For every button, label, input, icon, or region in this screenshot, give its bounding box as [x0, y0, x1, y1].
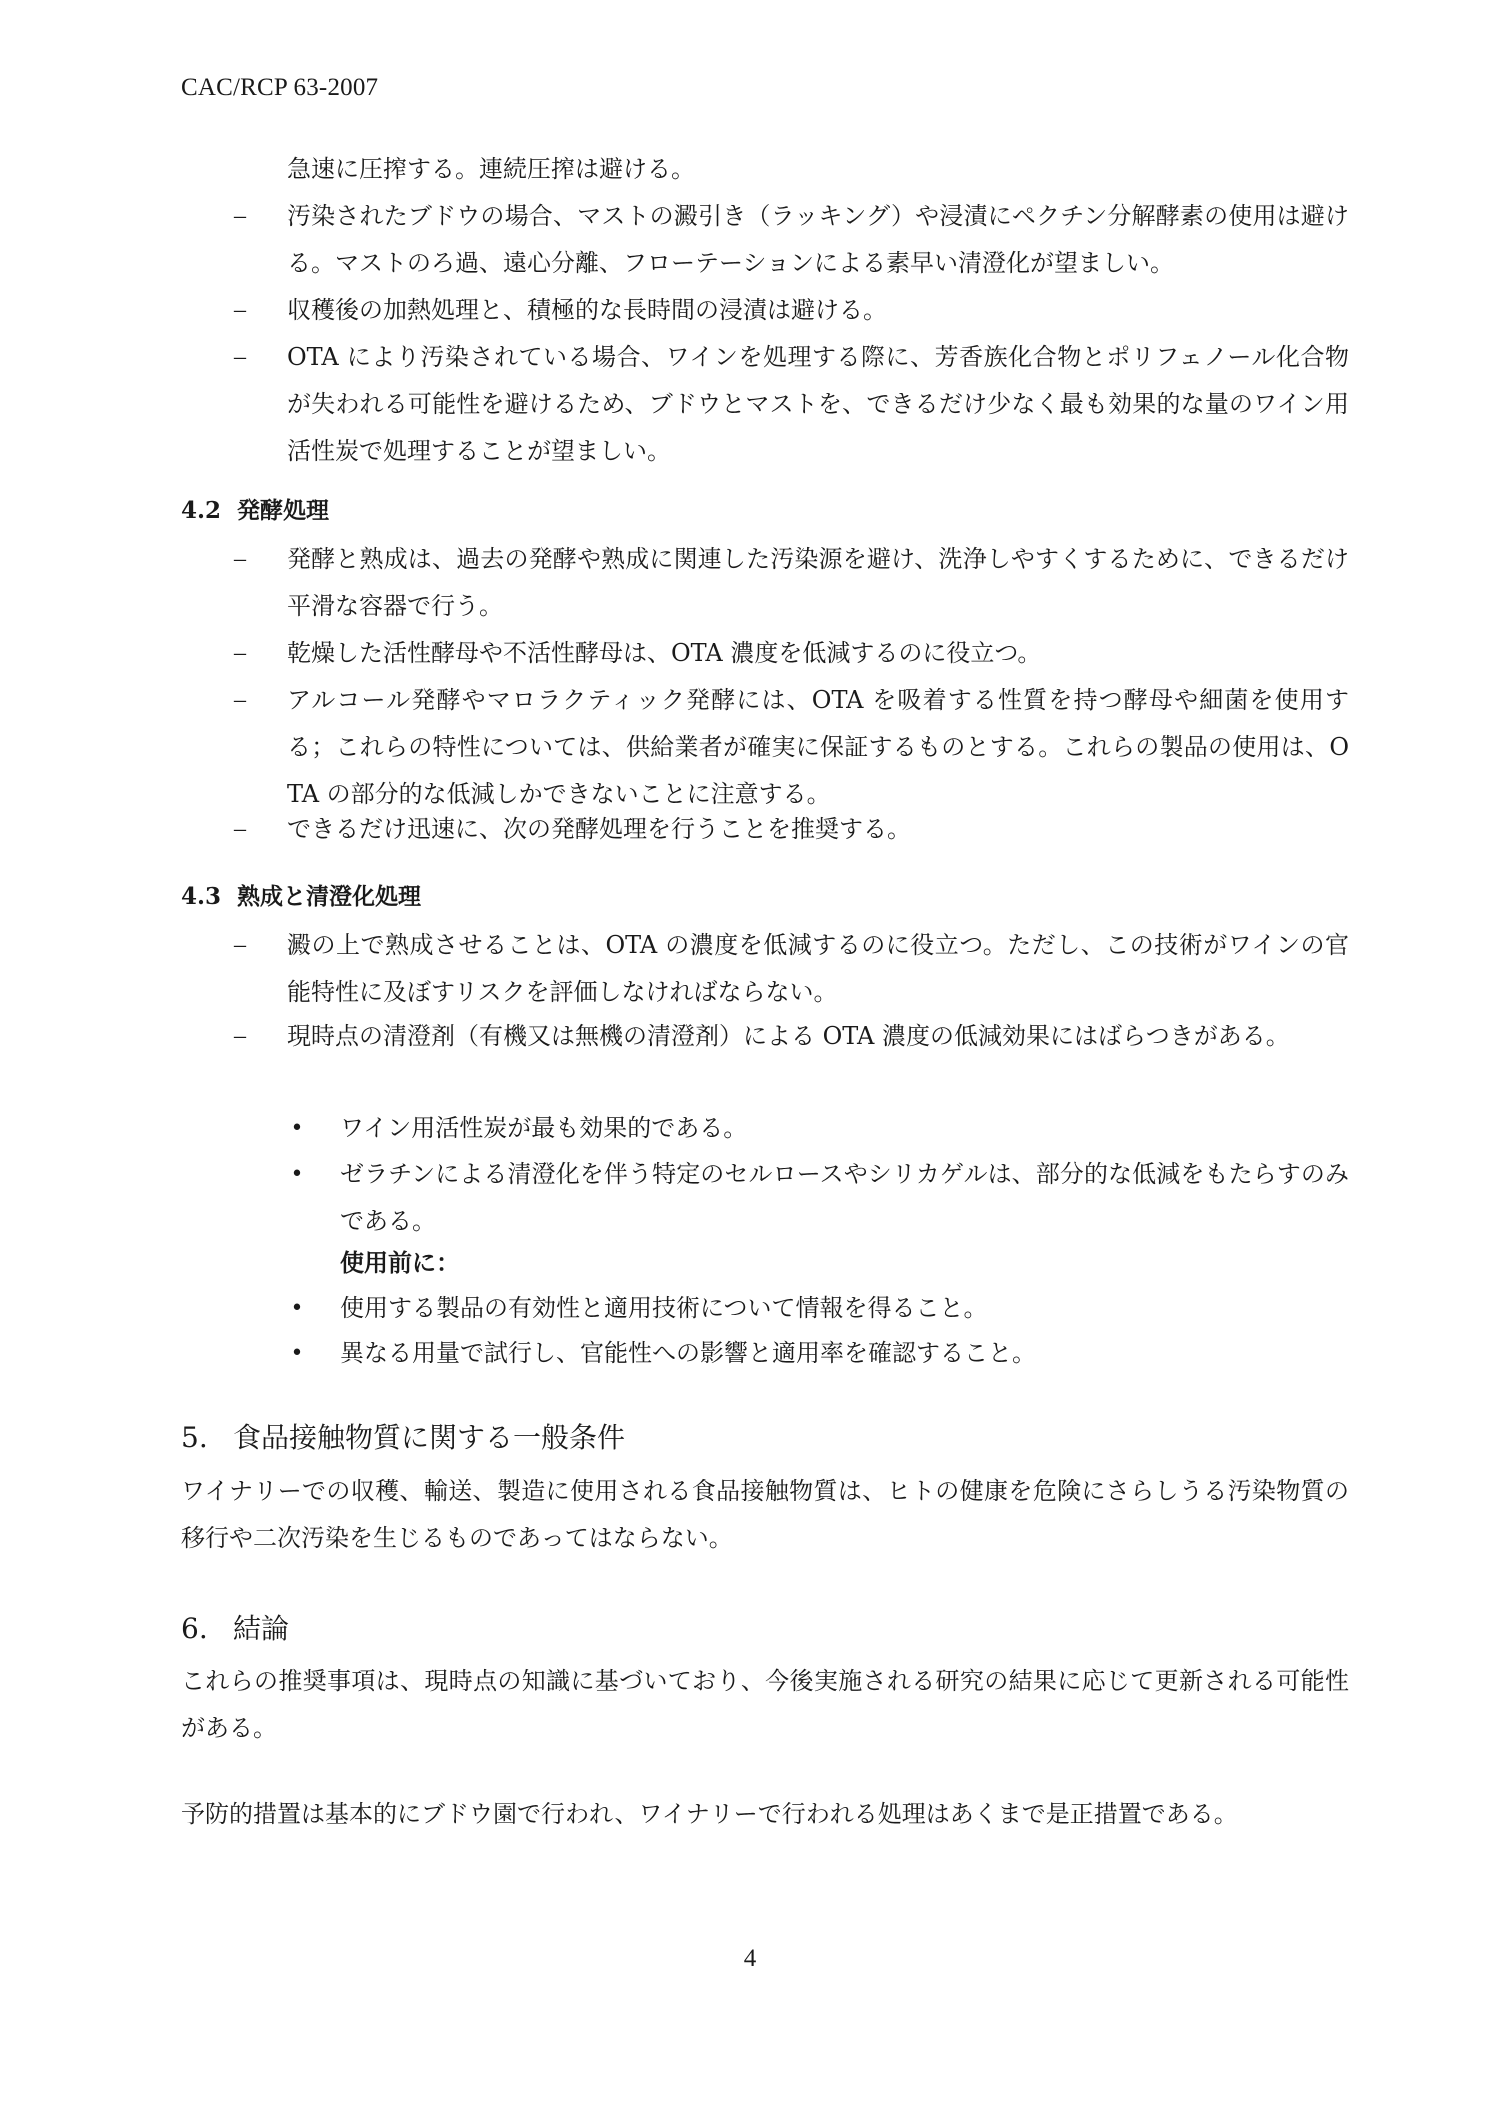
- list-item: アルコール発酵やマロラクティック発酵には、OTA を吸着する性質を持つ酵母や細菌を使用する；これらの特性については、供給業者が確実に保証するものとする。これらの製品の使用は、OTA の部分的な低減しかできないことに注意する。: [287, 686, 1349, 808]
- list-dash: –: [234, 546, 246, 572]
- section-number: 4.3: [181, 883, 222, 910]
- list-item: 現時点の清澄剤（有機又は無機の清澄剤）による OTA 濃度の低減効果にはばらつきがある。: [287, 1022, 1290, 1050]
- list-dash: –: [234, 203, 246, 229]
- list-item: OTA により汚染されている場合、ワインを処理する際に、芳香族化合物とポリフェノール化合物が失われる可能性を避けるため、ブドウとマストを、できるだけ少なく最も効果的な量のワイン用活性炭で処理することが望ましい。: [287, 343, 1349, 465]
- section-4-2-heading: [181, 496, 329, 526]
- section-title: 食品接触物質に関する一般条件: [233, 1421, 626, 1454]
- section-5-paragraph: ワイナリーでの収穫、輸送、製造に使用される食品接触物質は、ヒトの健康を危険にさらしうる汚染物質の移行や二次汚染を生じるものであってはならない。: [181, 1477, 1349, 1552]
- bullet-marker: •: [290, 1296, 304, 1321]
- section-5-heading: [181, 1420, 625, 1456]
- bullet-item: 異なる用量で試行し、官能性への影響と適用率を確認すること。: [340, 1339, 1036, 1367]
- list-item: 澱の上で熟成させることは、OTA の濃度を低減するのに役立つ。ただし、この技術がワインの官能特性に及ぼすリスクを評価しなければならない。: [287, 931, 1349, 1006]
- list-item: 発酵と熟成は、過去の発酵や熟成に関連した汚染源を避け、洗浄しやすくするために、できるだけ平滑な容器で行う。: [287, 545, 1349, 620]
- list-dash: –: [234, 932, 246, 958]
- bullet-item: ワイン用活性炭が最も効果的である。: [340, 1114, 748, 1142]
- bullet-marker: •: [290, 1162, 304, 1187]
- continued-list-item-text: 急速に圧搾する。連続圧搾は避ける。: [287, 155, 695, 183]
- section-4-3-heading: [181, 882, 421, 912]
- section-number: 6.: [181, 1612, 208, 1645]
- page-number: 4: [743, 1945, 757, 1972]
- section-6-heading: [181, 1611, 289, 1647]
- bullet-item: 使用する製品の有効性と適用技術について情報を得ること。: [340, 1294, 988, 1322]
- list-dash: –: [234, 640, 246, 666]
- document-code-header: CAC/RCP 63-2007: [181, 74, 379, 101]
- list-item: できるだけ迅速に、次の発酵処理を行うことを推奨する。: [287, 815, 911, 843]
- list-dash: –: [234, 344, 246, 370]
- list-dash: –: [234, 297, 246, 323]
- section-number: 4.2: [181, 497, 222, 524]
- section-title: 発酵処理: [237, 497, 330, 524]
- section-6-paragraph: これらの推奨事項は、現時点の知識に基づいており、今後実施される研究の結果に応じて更新される可能性がある。: [181, 1667, 1349, 1742]
- section-title: 熟成と清澄化処理: [237, 883, 422, 910]
- before-use-heading: 使用前に：: [340, 1248, 460, 1277]
- list-item: 汚染されたブドウの場合、マストの澱引き（ラッキング）や浸漬にペクチン分解酵素の使用は避ける。マストのろ過、遠心分離、フローテーションによる素早い清澄化が望ましい。: [287, 202, 1349, 277]
- list-dash: –: [234, 687, 246, 713]
- bullet-marker: •: [290, 1116, 304, 1141]
- section-6-paragraph: 予防的措置は基本的にブドウ園で行われ、ワイナリーで行われる処理はあくまで是正措置である。: [181, 1800, 1238, 1828]
- bullet-marker: •: [290, 1341, 304, 1366]
- section-number: 5.: [181, 1421, 208, 1454]
- section-title: 結論: [233, 1612, 290, 1645]
- list-dash: –: [234, 1023, 246, 1049]
- list-dash: –: [234, 816, 246, 842]
- list-item: 収穫後の加熱処理と、積極的な長時間の浸漬は避ける。: [287, 296, 887, 324]
- bullet-item: ゼラチンによる清澄化を伴う特定のセルロースやシリカゲルは、部分的な低減をもたらすのみである。: [340, 1160, 1349, 1235]
- list-item: 乾燥した活性酵母や不活性酵母は、OTA 濃度を低減するのに役立つ。: [287, 639, 1042, 667]
